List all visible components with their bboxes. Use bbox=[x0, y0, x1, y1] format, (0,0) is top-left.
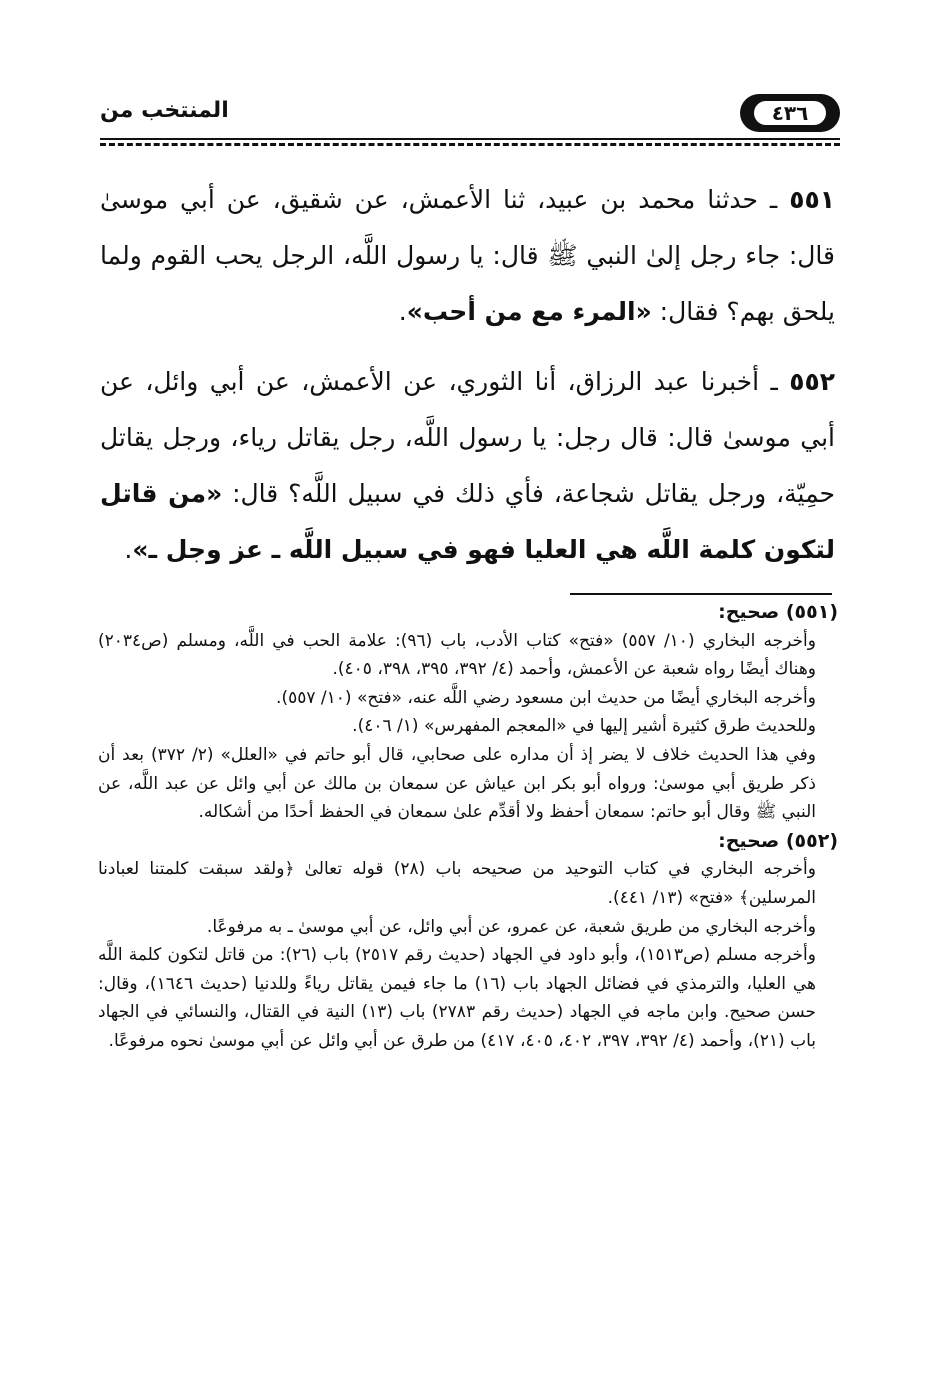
book-title: المنتخب من bbox=[100, 98, 229, 123]
hadith-text: ـ حدثنا محمد بن عبيد، ثنا الأعمش، عن شقيق، عن أبي موسىٰ قال: جاء رجل إلىٰ النبي ﷺ قال: يا رسول اللَّه، الرجل يحب القوم ولما يلحق بهم؟ فقال: bbox=[100, 185, 835, 326]
footnote-heading: (٥٥١) صحيح: bbox=[718, 601, 838, 623]
hadith-quote: «من قاتل لتكون كلمة اللَّه هي العليا فهو في سبيل اللَّه ـ عز وجل ـ» bbox=[100, 479, 835, 564]
hadith-552 bbox=[100, 354, 835, 578]
footnotes bbox=[98, 598, 838, 1056]
footnote-line: وأخرجه مسلم (ص١٥١٣)، وأبو داود في الجهاد (حديث رقم ٢٥١٧) باب (٢٦): من قاتل لتكون كلمة اللَّه هي العليا، والترمذي في فضائل الجهاد باب (١٦) ما جاء فيمن يقاتل رياءً وللدنيا (حديث ١٦٤٦)، وقال: حسن صحيح. وابن ماجه في الجهاد (حديث رقم ٢٧٨٣) باب (١٣) النية في القتال، والنسائي في الجهاد باب (٢١)، وأحمد (٤/ ٣٩٢، ٣٩٧، ٤٠٢، ٤٠٥، ٤١٧) من طرق عن أبي وائل عن أبي موسىٰ نحوه مرفوعًا. bbox=[98, 945, 816, 1051]
page-header bbox=[100, 92, 840, 134]
footnote-heading: (٥٥٢) صحيح: bbox=[718, 829, 838, 852]
hadith-end: . bbox=[124, 535, 133, 564]
footnote-552 bbox=[98, 827, 838, 1056]
footnote-line: وأخرجه البخاري في كتاب التوحيد من صحيحه باب (٢٨) قوله تعالىٰ ﴿ولقد سبقت كلمتنا لعبادنا المرسلين﴾ «فتح» (١٣/ ٤٤١). bbox=[98, 859, 816, 908]
hadith-551 bbox=[100, 172, 835, 340]
header-divider bbox=[100, 138, 840, 148]
hadith-number: ٥٥١ bbox=[789, 185, 835, 214]
main-text bbox=[100, 172, 835, 592]
footnote-line: وللحديث طرق كثيرة أشير إليها في «المعجم المفهرس» (١/ ٤٠٦). bbox=[352, 716, 816, 737]
footnote-line: وأخرجه البخاري (١٠/ ٥٥٧) «فتح» كتاب الأدب، باب (٩٦): علامة الحب في اللَّه، ومسلم (ص٢٠٣٤) وهناك أيضًا رواه شعبة عن الأعمش، وأحمد (٤/ ٣٩٢، ٣٩٥، ٣٩٨، ٤٠٥). bbox=[98, 630, 816, 680]
footnote-line: وأخرجه البخاري من طريق شعبة، عن عمرو، عن أبي وائل، عن أبي موسىٰ ـ به مرفوعًا. bbox=[206, 916, 816, 937]
hadith-text: ـ أخبرنا عبد الرزاق، أنا الثوري، عن الأعمش، عن أبي وائل، عن أبي موسىٰ قال: قال رجل: يا رسول اللَّه، رجل يقاتل رياء، ورجل يقاتل حمِيّة، ورجل يقاتل شجاعة، فأي ذلك في سبيل اللَّه؟ قال: bbox=[100, 367, 835, 508]
footnote-line: وفي هذا الحديث خلاف لا يضر إذ أن مداره على صحابي، قال أبو حاتم في «العلل» (٢/ ٣٧٢) بعد أن ذكر طريق أبي موسىٰ: ورواه أبو بكر ابن عياش عن سمعان بن مالك عن أبي وائل عن عبد اللَّه، عن النبي ﷺ وقال أبو حاتم: سمعان أحفظ ولا أقدِّم علىٰ سمعان في الحفظ أحدًا من أشكاله. bbox=[98, 744, 816, 823]
hadith-end: . bbox=[398, 297, 407, 326]
footnote-line: وأخرجه البخاري أيضًا من حديث ابن مسعود رضي اللَّه عنه، «فتح» (١٠/ ٥٥٧). bbox=[276, 687, 816, 708]
hadith-quote: «المرء مع من أحب» bbox=[406, 297, 652, 326]
footnote-551 bbox=[98, 598, 838, 827]
footnote-separator bbox=[570, 593, 832, 595]
hadith-number: ٥٥٢ bbox=[789, 367, 835, 396]
page-number-badge bbox=[740, 94, 840, 132]
page-number: ٤٣٦ bbox=[754, 101, 826, 125]
